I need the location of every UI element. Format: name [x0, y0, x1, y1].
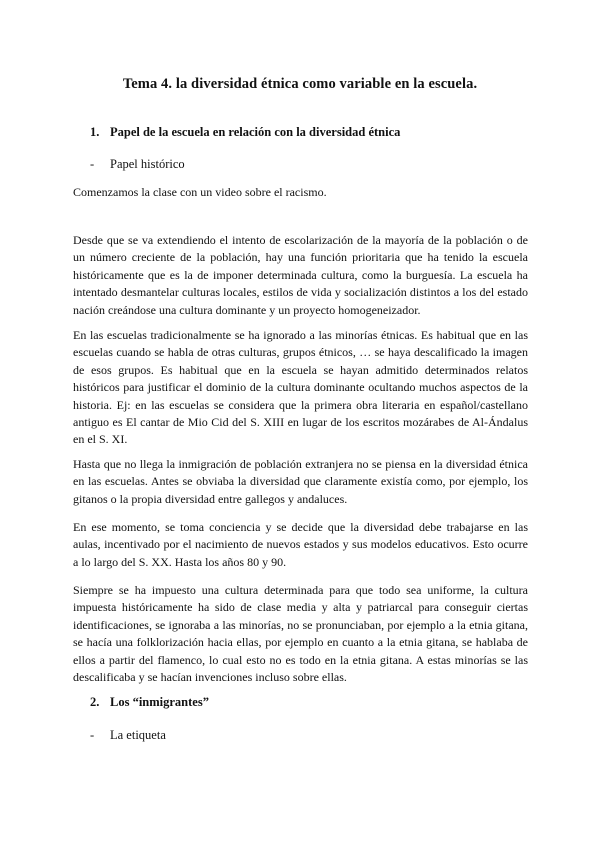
bullet-item: [90, 728, 166, 743]
section-heading-text: Papel de la escuela en relación con la diversidad étnica: [110, 125, 401, 139]
document-title: Tema 4. la diversidad étnica como variable en la escuela.: [122, 76, 478, 92]
section-number: 2.: [90, 695, 100, 709]
paragraph: Siempre se ha impuesto una cultura determinada para que todo sea uniforme, la cultura impuesta históricamente ha sido de clase media y alta y patriarcal para conseguir ciertas identificaciones, se ignoraba a las minorías, no se pronunciaban, por ejemplo a la etnia gitana, se hacía una folklorización hacia ellas, por ejemplo en cuanto a la etnia gitana, se hablaba de ellos a partir del flamenco, lo cual esto no es todo en la etnia gitana. A estas minorías se las descalificaba y se hacían invenciones incluso sobre ellas.: [73, 583, 528, 685]
paragraph: En ese momento, se toma conciencia y se decide que la diversidad debe trabajarse en las aulas, incentivado por el nacimiento de nuevos estados y sus modelos educativos. Esto ocurre a lo largo del S. XX. Hasta los años 80 y 90.: [73, 520, 528, 569]
section-number: 1.: [90, 125, 100, 139]
section-heading-1: [90, 125, 400, 140]
section-heading-2: [90, 695, 209, 710]
paragraph: Comenzamos la clase con un video sobre el racismo.: [73, 185, 327, 199]
bullet-dash: -: [90, 157, 95, 171]
paragraph: En las escuelas tradicionalmente se ha ignorado a las minorías étnicas. Es habitual que en las escuelas cuando se habla de otras culturas, grupos étnicos, … se haya descalificado la imagen de esos grupos. Es habitual que en la escuela se hayan admitido determinados relatos históricos para justificar el dominio de la cultura dominante ocultando muchos aspectos de la historia. Ej: en las escuelas se considera que la primera obra literaria en español/castellano antiguo es El cantar de Mio Cid del S. XIII en lugar de los escritos mozárabes de Al-Ándalus en el S. XI.: [73, 328, 528, 447]
bullet-text: La etiqueta: [110, 728, 166, 742]
bullet-text: Papel histórico: [110, 157, 185, 171]
paragraph: Hasta que no llega la inmigración de población extranjera no se piensa en la diversidad étnica en las escuelas. Antes se obviaba la diversidad que claramente existía como, por ejemplo, los gitanos o la propia diversidad entre gallegos y andaluces.: [73, 457, 528, 506]
paragraph: Desde que se va extendiendo el intento de escolarización de la mayoría de la población o de un número creciente de la población, hay una función prioritaria que ha tenido la escuela históricamente que es la de imponer determinada cultura, como la burguesía. La escuela ha intentado desmantelar culturas locales, estilos de vida y socialización distintos a los del estado nación creándose una cultura dominante y un proyecto homogeneizador.: [73, 233, 528, 317]
bullet-item: [90, 157, 185, 172]
bullet-dash: -: [90, 728, 95, 742]
section-heading-text: Los “inmigrantes”: [110, 695, 209, 709]
